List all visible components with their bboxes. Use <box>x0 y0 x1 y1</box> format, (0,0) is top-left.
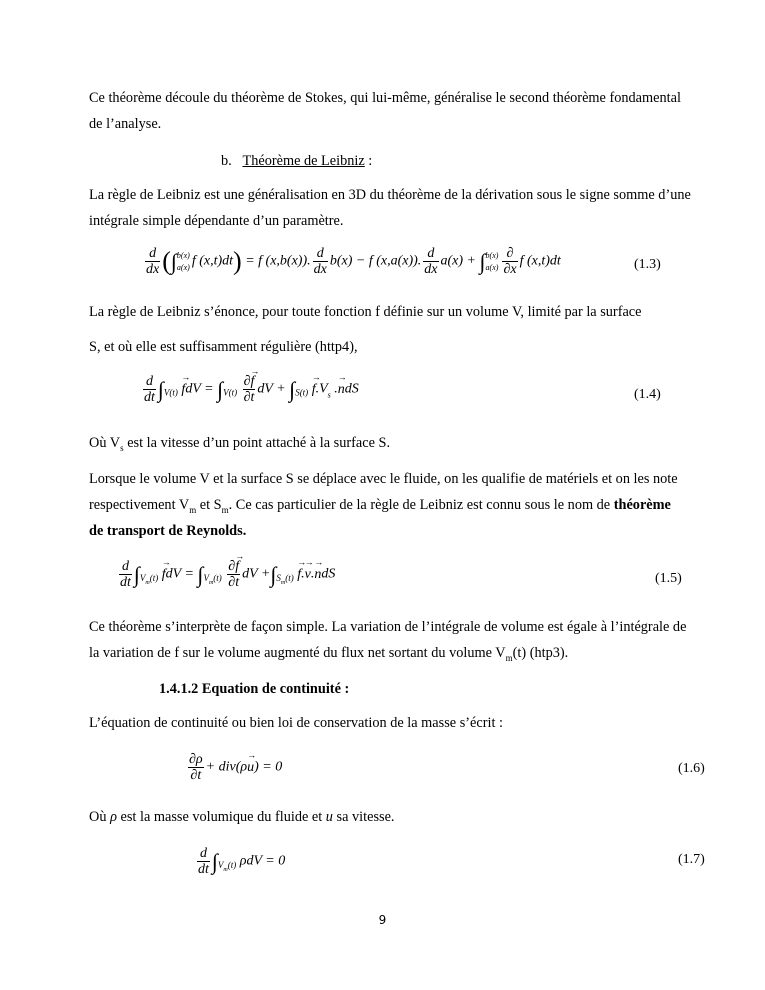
section-b-heading <box>221 151 372 171</box>
equation-1-6: $\frac{\partial\rho}{\partial t}$ + div(ρ→ u) = 0 <box>186 752 282 783</box>
subsection-title: 1.4.1.2 Equation de continuité : <box>159 681 350 697</box>
page-number: 9 <box>378 913 387 927</box>
section-b-colon: : <box>364 153 373 169</box>
equation-1-7-number: (1.7) <box>678 852 705 867</box>
equation-1-3: $\frac{d}{dx}$ (∫ b(x) a(x) f (x,t)dt) = f (x,b(x)). $\frac{d}{dx}$ b(x) − f (x,a(x)). $\frac{d}{dx}$ a(x) + ∫ b(x) a(x) $\frac{\partial}{\partial x}$ f (x,t)dt <box>146 246 561 277</box>
equation-1-3-number: (1.3) <box>634 257 661 272</box>
reynolds-line-1: Lorsque le volume V et la surface S se déplace avec le fluide, on les qualifie de matériels et on les note <box>89 471 678 487</box>
equation-1-4-number: (1.4) <box>634 387 661 402</box>
leibniz-intro-line-1: La règle de Leibniz est une généralisation en 3D du théorème de la dérivation sous le signe somme d’une <box>89 187 691 203</box>
continuity-intro: L’équation de continuité ou bien loi de conservation de la masse s’écrit : <box>89 715 503 731</box>
equation-1-7: $\frac{d}{dt}$ $\int_{V_m(t)}$ ρdV = 0 <box>198 846 286 877</box>
intro-line-1: Ce théorème découle du théorème de Stokes, qui lui-même, généralise le second théorème fondamental <box>89 90 681 106</box>
leibniz-volume-line-2: S, et où elle est suffisamment régulière (http4), <box>89 339 358 355</box>
vs-note: Où $V_s$ est la vitesse d’un point attaché à la surface S. <box>89 435 391 453</box>
section-b-marker: b. <box>221 153 232 169</box>
intro-line-2: de l’analyse. <box>89 116 162 132</box>
leibniz-volume-line-1: La règle de Leibniz s’énonce, pour toute fonction f définie sur un volume V, limité par la surface <box>89 304 642 320</box>
equation-1-5-number: (1.5) <box>655 571 682 586</box>
rho-note: Où ρ est la masse volumique du fluide et u sa vitesse. <box>89 809 395 825</box>
interpretation-line-2: la variation de f sur le volume augmenté du flux net sortant du volume $V_m(t)$ (htp3). <box>89 645 569 663</box>
equation-1-4: $\frac{d}{dt}$ $\int_{V(t)}$ → fdV = $\int_{V(t)}$ $\frac{\partial\to f}{\partial t}$ dV + $\int_{S(t)} \to f.V_s$ .→ ndS <box>141 374 359 405</box>
equation-1-6-number: (1.6) <box>678 761 705 776</box>
equation-1-5: $\frac{d}{dt}$ $\int_{V_m(t)}$ → fdV = $\int_{V_m(t)}$ $\frac{\partial\to f}{\partial t}$ dV $+\int_{S_m(t)} \to f.\to v.\to$ ndS <box>117 559 335 590</box>
section-b-title: Théorème de Leibniz <box>242 153 365 169</box>
leibniz-intro-line-2: intégrale simple dépendante d’un paramètre. <box>89 213 344 229</box>
reynolds-line-3: de transport de Reynolds. <box>89 523 247 539</box>
reynolds-line-2: respectivement $V_m$ et $S_m$. Ce cas particulier de la règle de Leibniz est connu sous le nom de théorème <box>89 497 671 515</box>
interpretation-line-1: Ce théorème s’interprète de façon simple. La variation de l’intégrale de volume est égale à l’intégrale de <box>89 619 687 635</box>
